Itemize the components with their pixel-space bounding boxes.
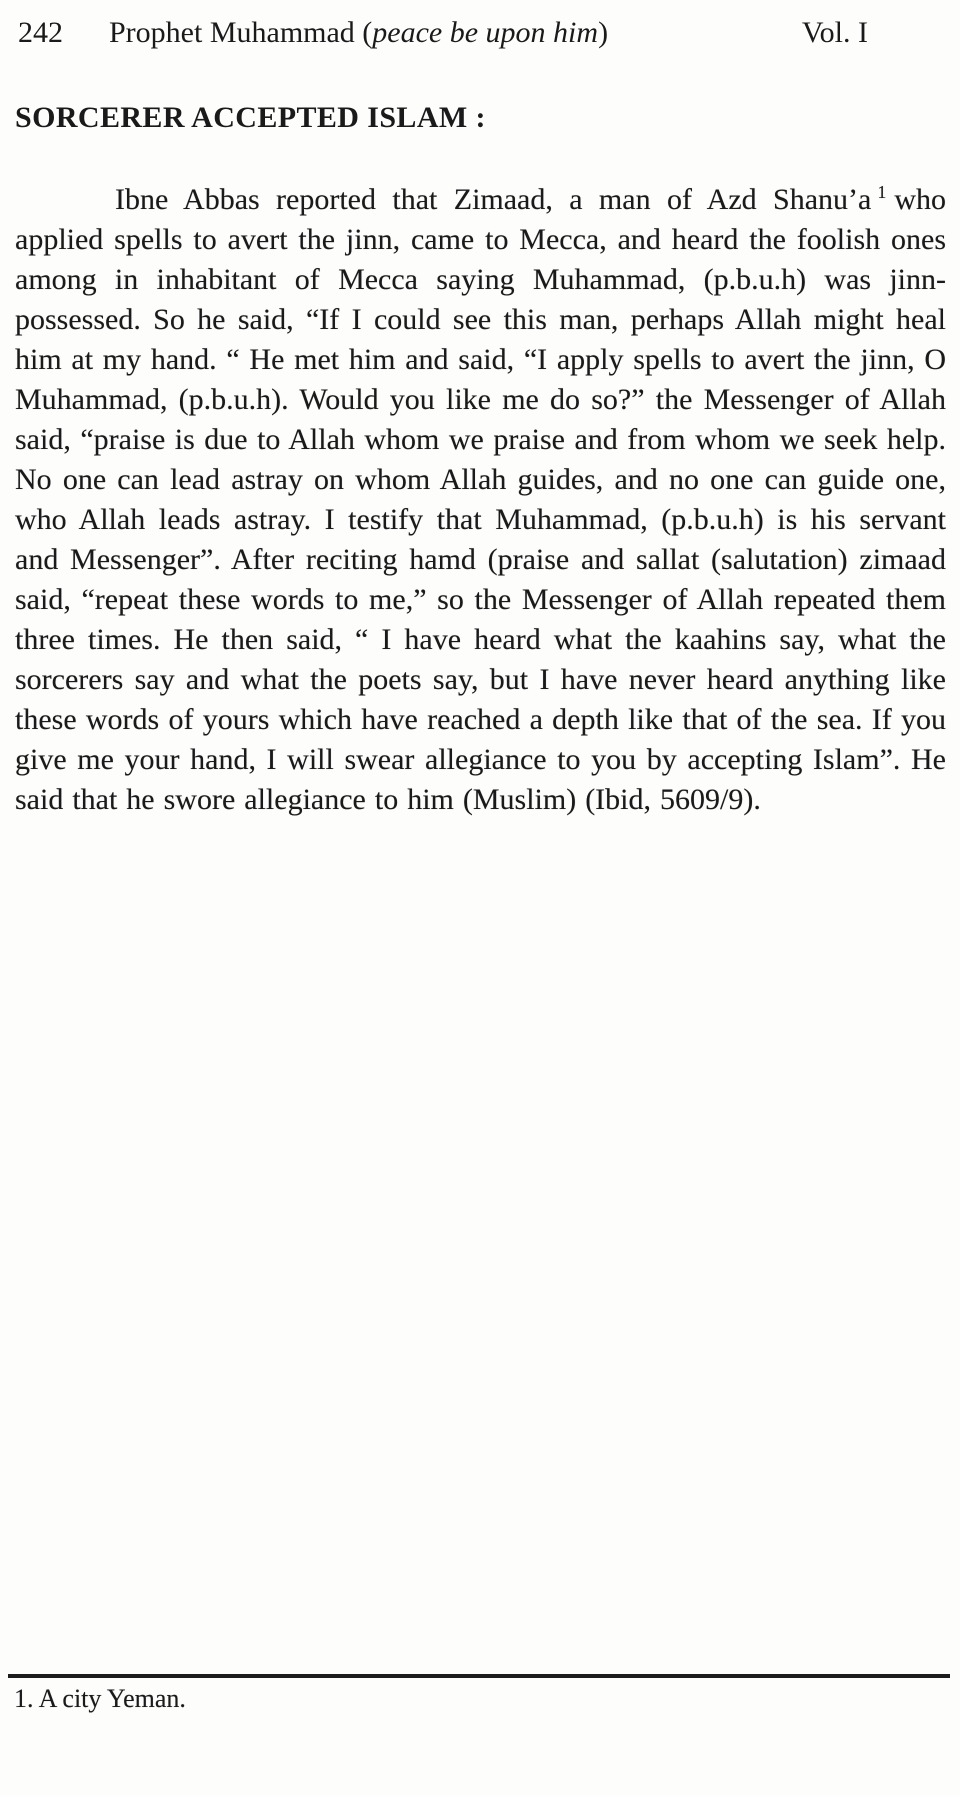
footnote-reference: 1	[877, 182, 887, 202]
running-title	[109, 14, 802, 52]
body-paragraph	[15, 180, 946, 820]
footnote-block	[8, 1674, 950, 1715]
running-title-italic: peace be upon him	[372, 16, 599, 49]
running-title-prefix: Prophet Muhammad (	[109, 16, 373, 49]
paragraph-lead: Ibne Abbas reported that Zimaad, a man of Azd Shanu’a	[115, 183, 872, 216]
footnote-rule	[8, 1674, 950, 1678]
page-number: 242	[18, 16, 63, 49]
running-title-suffix: )	[598, 16, 609, 49]
footnote-text: 1. A city Yeman.	[14, 1684, 186, 1713]
paragraph-body: who applied spells to avert the jinn, came to Mecca, and heard the foolish ones among in inhabitant of Mecca saying Muhammad, (p.b.u.h) was jinn-possessed. So he said, “If I could see this man, perhaps Allah might heal him at my hand. “ He met him and said, “I apply spells to avert the jinn, O Muhammad, (p.b.u.h). Would you like me do so?” the Messenger of Allah said, “praise is due to Allah whom we praise and from whom we seek help. No one can lead astray on whom Allah guides, and no one can guide one, who Allah leads astray. I testify that Muhammad, (p.b.u.h) is his servant and Messenger”. After reciting hamd (praise and sallat (salutation) zimaad said, “repeat these words to me,” so the Messenger of Allah repeated them three times. He then said, “ I have heard what the kaahins say, what the sorcerers say and what the poets say, but I have never heard anything like these words of yours which have reached a depth like that of the sea. If you give me your hand, I will swear allegiance to you by accepting Islam”. He said that he swore allegiance to him (Muslim) (Ibid, 5609/9).	[15, 183, 946, 816]
running-header	[0, 0, 960, 52]
section-heading: SORCERER ACCEPTED ISLAM :	[15, 101, 486, 134]
volume-label: Vol. I	[801, 16, 868, 49]
